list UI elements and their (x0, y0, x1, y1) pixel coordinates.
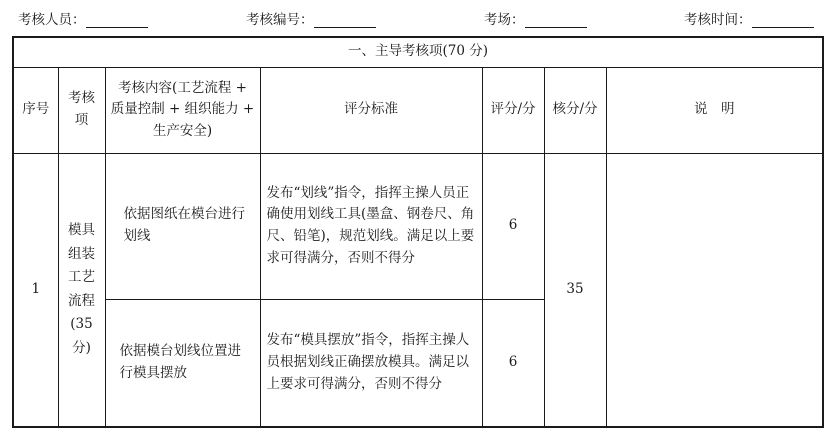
row-index: 1 (13, 153, 58, 427)
examiner-field (18, 8, 148, 28)
exam-number-field (246, 8, 376, 28)
col-header-criteria: 评分标准 (260, 67, 482, 153)
col-header-index: 序号 (13, 67, 58, 153)
section-title: 一、主导考核项(70 分) (13, 37, 823, 67)
header-row (13, 67, 823, 153)
row-score: 6 (482, 299, 544, 427)
exam-time-label: 考核时间： (684, 12, 752, 28)
assessment-table (12, 36, 824, 428)
venue-label: 考场： (484, 12, 525, 28)
exam-time-field (684, 8, 814, 28)
venue-field (484, 8, 587, 28)
col-header-note: 说 明 (606, 67, 823, 153)
exam-time-blank[interactable] (752, 12, 814, 28)
examiner-label: 考核人员： (18, 12, 86, 28)
venue-blank[interactable] (525, 12, 587, 28)
row-item: 模具组装工艺流程(35分) (58, 153, 105, 427)
section-title-row (13, 37, 823, 67)
col-header-content: 考核内容(工艺流程 + 质量控制 + 组织能力 + 生产安全) (105, 67, 260, 153)
row-criteria: 发布“模具摆放”指令，指挥主操人员根据划线正确摆放模具。满足以上要求可得满分，否则不得分 (260, 299, 482, 427)
exam-header (0, 0, 833, 36)
row-criteria: 发布“划线”指令，指挥主操人员正确使用划线工具(墨盒、钢卷尺、角尺、铅笔)，规范划线。满足以上要求可得满分，否则不得分 (260, 153, 482, 299)
col-header-score: 评分/分 (482, 67, 544, 153)
row-content: 依据模台划线位置进行模具摆放 (105, 299, 260, 427)
row-content: 依据图纸在模台进行划线 (105, 153, 260, 299)
exam-number-blank[interactable] (314, 12, 376, 28)
table-row (13, 153, 823, 299)
row-score: 6 (482, 153, 544, 299)
examiner-blank[interactable] (86, 12, 148, 28)
col-header-item: 考核项 (58, 67, 105, 153)
row-check: 35 (544, 153, 606, 427)
col-header-check: 核分/分 (544, 67, 606, 153)
row-note (606, 153, 823, 427)
exam-number-label: 考核编号： (246, 12, 314, 28)
